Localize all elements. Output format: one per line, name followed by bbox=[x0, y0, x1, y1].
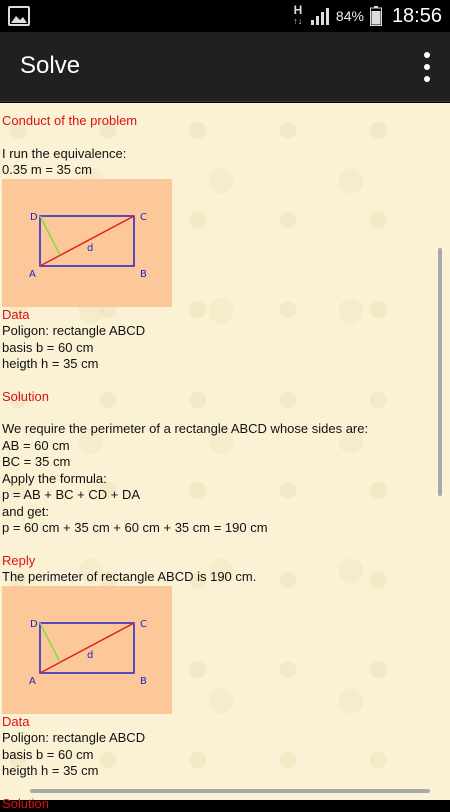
vertex-label-d-2: D bbox=[30, 619, 38, 630]
vertex-label-b-2: B bbox=[140, 676, 147, 687]
rectangle-figure-2 bbox=[2, 586, 172, 714]
side-ab-line: AB = 60 cm bbox=[2, 438, 432, 455]
polygon-line-2: Poligon: rectangle ABCD bbox=[2, 730, 432, 747]
conduct-heading: Conduct of the problem bbox=[2, 113, 432, 130]
apply-line: Apply the formula: bbox=[2, 471, 432, 488]
vertex-label-a: A bbox=[29, 269, 36, 280]
solution-heading: Solution bbox=[2, 389, 432, 406]
formula-line: p = AB + BC + CD + DA bbox=[2, 487, 432, 504]
data-heading-2: Data bbox=[2, 714, 432, 731]
vertex-label-c: C bbox=[140, 212, 147, 223]
side-bc-line: BC = 35 cm bbox=[2, 454, 432, 471]
rectangle-figure bbox=[2, 179, 172, 307]
height-line-2: heigth h = 35 cm bbox=[2, 763, 432, 780]
basis-line: basis b = 60 cm bbox=[2, 340, 432, 357]
reply-heading: Reply bbox=[2, 553, 432, 570]
vertex-label-a-2: A bbox=[29, 676, 36, 687]
status-bar bbox=[0, 0, 450, 32]
and-get-line: and get: bbox=[2, 504, 432, 521]
equivalence-line: 0.35 m = 35 cm bbox=[2, 162, 432, 179]
solution-content[interactable] bbox=[0, 103, 450, 800]
vertical-scrollbar[interactable] bbox=[438, 248, 442, 496]
app-bar bbox=[0, 32, 450, 102]
basis-line-2: basis b = 60 cm bbox=[2, 747, 432, 764]
polygon-line: Poligon: rectangle ABCD bbox=[2, 323, 432, 340]
diagonal-label-d: d bbox=[87, 243, 93, 254]
overflow-menu-icon[interactable] bbox=[422, 52, 432, 82]
horizontal-scrollbar[interactable] bbox=[30, 789, 430, 793]
network-type-icon: H ↑↓ bbox=[292, 5, 304, 27]
result-line: p = 60 cm + 35 cm + 60 cm + 35 cm = 190 cm bbox=[2, 520, 432, 537]
data-heading: Data bbox=[2, 307, 432, 324]
vertex-label-c-2: C bbox=[140, 619, 147, 630]
battery-icon bbox=[370, 6, 382, 26]
height-line: heigth h = 35 cm bbox=[2, 356, 432, 373]
gallery-notification-icon bbox=[8, 6, 30, 26]
solution-heading-2: Solution bbox=[2, 796, 432, 812]
equivalence-intro: I run the equivalence: bbox=[2, 146, 432, 163]
diagonal-label-d-2: d bbox=[87, 650, 93, 661]
requirement-line: We require the perimeter of a rectangle ABCD whose sides are: bbox=[2, 421, 432, 438]
signal-strength-icon bbox=[310, 7, 330, 25]
clock: 18:56 bbox=[392, 5, 442, 28]
reply-text: The perimeter of rectangle ABCD is 190 cm. bbox=[2, 569, 432, 586]
vertex-label-d: D bbox=[30, 212, 38, 223]
battery-percent: 84% bbox=[336, 8, 364, 24]
app-title: Solve bbox=[20, 52, 80, 80]
vertex-label-b: B bbox=[140, 269, 147, 280]
